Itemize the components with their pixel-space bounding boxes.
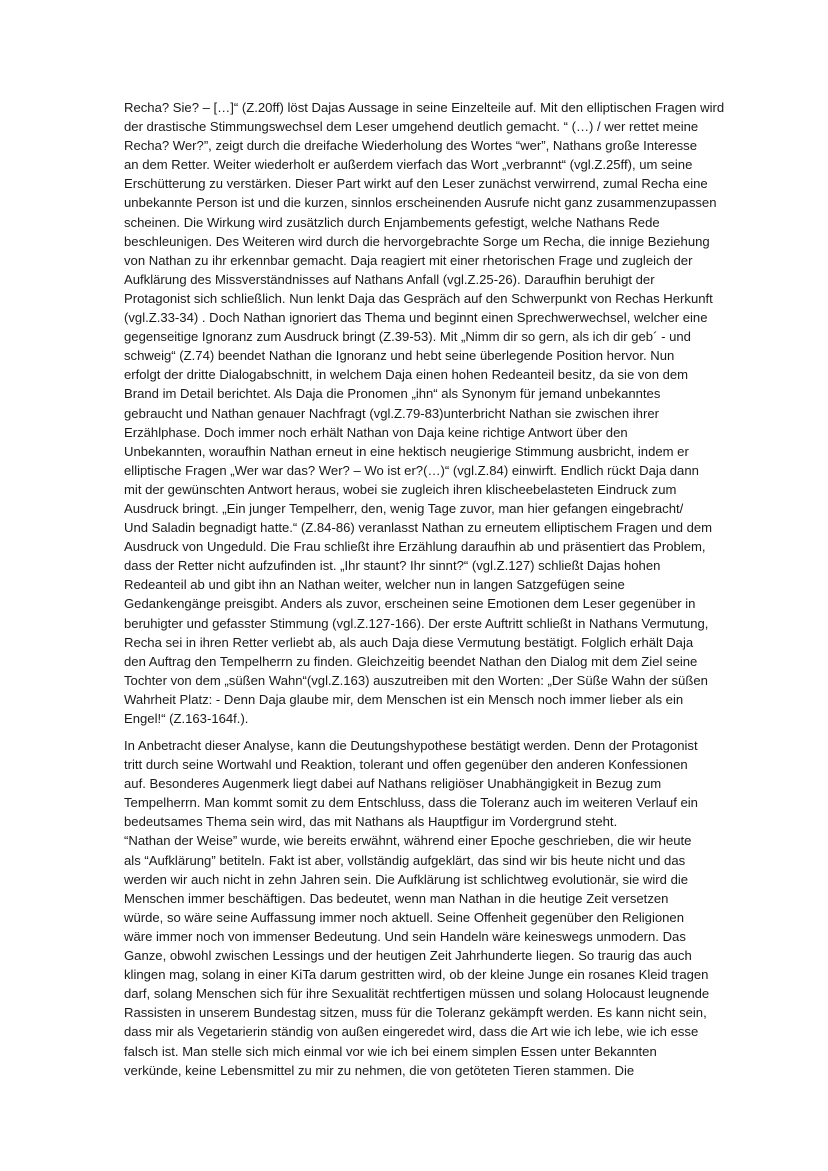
text-line: beschleunigen. Des Weiteren wird durch die hervorgebrachte Sorge um Recha, die innige Beziehung	[124, 233, 710, 249]
text-line: als “Aufklärung” betiteln. Fakt ist aber, vollständig aufgeklärt, das sind wir bis heute nicht und das	[124, 852, 686, 868]
text-line: elliptische Fragen „Wer war das? Wer? – Wo ist er?(…)“ (vgl.Z.84) einwirft. Endlich rückt Daja dann	[124, 462, 699, 478]
text-line: Recha? Sie? – […]“ (Z.20ff) löst Dajas Aussage in seine Einzelteile auf. Mit den elliptischen Fragen wird	[124, 100, 724, 115]
paragraph-interpretation	[124, 736, 724, 1080]
text-line: werden wir auch nicht in zehn Jahren sein. Die Aufklärung ist schlichtweg evolutionär, sie wird die	[124, 871, 689, 887]
text-line: bedeutsames Thema sein wird, das mit Nathans als Hauptfigur im Vordergrund steht.	[124, 814, 618, 830]
text-line: (vgl.Z.33-34) . Doch Nathan ignoriert das Thema und beginnt einen Sprechwerwechsel, welcher eine	[124, 310, 708, 326]
text-line: wäre immer noch von immenser Bedeutung. Und sein Handeln wäre keineswegs unmodern. Das	[124, 928, 686, 944]
text-line: Wahrheit Platz: - Denn Daja glaube mir, dem Menschen ist ein Mensch noch immer lieber als ein	[124, 691, 684, 707]
text-line: an dem Retter. Weiter wiederholt er außerdem vierfach das Wort „verbrannt“ (vgl.Z.25ff), um seine	[124, 157, 693, 173]
paragraph-analysis	[124, 98, 724, 728]
text-line: Und Saladin begnadigt hatte.“ (Z.84-86) veranlasst Nathan zu erneutem elliptischem Fragen und dem	[124, 520, 713, 536]
text-line: Recha? Wer?”, zeigt durch die dreifache Wiederholung des Wortes “wer”, Nathans große Interesse	[124, 138, 698, 154]
text-line: den Auftrag den Tempelherrn zu finden. Gleichzeitig beendet Nathan den Dialog mit dem Ziel seine	[124, 653, 698, 669]
text-line: Rassisten in unserem Bundestag sitzen, muss für die Toleranz gekämpft werden. Es kann nicht sein,	[124, 1005, 707, 1021]
text-line: mit der gewünschten Antwort heraus, wobei sie zugleich ihren klischeebelasteten Eindruck zum	[124, 481, 677, 497]
text-line: Redeanteil ab und gibt ihn an Nathan weiter, welcher nun in langen Satzgefügen seine	[124, 577, 625, 593]
text-line: Erzählphase. Doch immer noch erhält Nathan von Daja keine richtige Antwort über den	[124, 424, 628, 440]
text-line: verkünde, keine Lebensmittel zu mir zu nehmen, die von getöteten Tieren stammen. Die	[124, 1062, 635, 1078]
text-line: Tochter von dem „süßen Wahn“(vgl.Z.163) auszutreiben mit den Worten: „Der Süße Wahn der süßen	[124, 672, 708, 688]
text-line: scheinen. Die Wirkung wird zusätzlich durch Enjambements gefestigt, welche Nathans Rede	[124, 214, 660, 230]
text-line: Protagonist sich schließlich. Nun lenkt Daja das Gespräch auf den Schwerpunkt von Rechas Herkunft	[124, 290, 713, 306]
text-line: Ganze, obwohl zwischen Lessings und der heutigen Zeit Jahrhunderte liegen. So traurig das auch	[124, 948, 692, 964]
text-line: erfolgt der dritte Dialogabschnitt, in welchem Daja einen hohen Redeanteil besitz, da sie von dem	[124, 367, 689, 383]
text-line: Gedankengänge preisgibt. Anders als zuvor, erscheinen seine Emotionen dem Leser gegenüber in	[124, 596, 696, 612]
text-line: Recha sei in ihren Retter verliebt ab, als auch Daja diese Vermutung bestätigt. Folglich erhält Daja	[124, 634, 694, 650]
text-line: auf. Besonderes Augenmerk liegt dabei auf Nathans religiöser Unabhängigkeit in Bezug zum	[124, 776, 662, 792]
text-line: Ausdruck von Ungeduld. Die Frau schließt ihre Erzählung daraufhin ab und präsentiert das Problem,	[124, 539, 706, 555]
text-line: In Anbetracht dieser Analyse, kann die Deutungshypothese bestätigt werden. Denn der Protagonist	[124, 738, 698, 753]
text-line: darf, solang Menschen sich für ihre Sexualität rechtfertigen müssen und solang Holocaust leugnende	[124, 986, 710, 1002]
text-line: gebraucht und Nathan genauer Nachfragt (vgl.Z.79-83)unterbricht Nathan sie zwischen ihrer	[124, 405, 659, 421]
text-line: von Nathan zu ihr erkennbar gemacht. Daja reagiert mit einer rhetorischen Frage und zugleich der	[124, 252, 693, 268]
text-line: Erschütterung zu verstärken. Dieser Part wirkt auf den Leser zunächst verwirrend, zumal Recha eine	[124, 176, 708, 192]
text-line: Aufklärung des Missverständnisses auf Nathans Anfall (vgl.Z.25-26). Daraufhin beruhigt der	[124, 271, 655, 287]
text-line: Unbekannten, woraufhin Nathan erneut in eine hektisch neugierige Stimmung ausbricht, indem er	[124, 443, 689, 459]
text-line: tritt durch seine Wortwahl und Reaktion, tolerant und offen gegenüber den anderen Konfessionen	[124, 757, 688, 773]
text-line: dass der Retter nicht aufzufinden ist. „Ihr staunt? Ihr sinnt?“ (vgl.Z.127) schließt Dajas hohen	[124, 558, 661, 574]
text-line: schweig“ (Z.74) beendet Nathan die Ignoranz und hebt seine überlegende Position hervor. Nun	[124, 348, 675, 364]
text-line: beruhigter und gefasster Stimmung (vgl.Z.127-166). Der erste Auftritt schließt in Nathans Vermutung,	[124, 615, 709, 631]
text-line: Brand im Detail berichtet. Als Daja die Pronomen „ihn“ als Synonym für jemand unbekanntes	[124, 386, 661, 402]
text-line: Engel!“ (Z.163-164f.).	[124, 711, 249, 726]
text-line: falsch ist. Man stelle sich mich einmal vor wie ich bei einem simplen Essen unter Bekannten	[124, 1043, 657, 1059]
text-line: gegenseitige Ignoranz zum Ausdruck bringt (Z.39-53). Mit „Nimm dir so gern, als ich dir geb´ - und	[124, 329, 691, 345]
text-line: Tempelherrn. Man kommt somit zu dem Entschluss, dass die Toleranz auch im weiteren Verlauf ein	[124, 795, 698, 811]
text-line: unbekannte Person ist und die kurzen, sinnlos erscheinenden Ausrufe nicht ganz zusammenzupassen	[124, 195, 717, 211]
text-line: “Nathan der Weise” wurde, wie bereits erwähnt, während einer Epoche geschrieben, die wir heute	[124, 833, 692, 849]
text-line: klingen mag, solang in einer KiTa darum gestritten wird, ob der kleine Junge ein rosanes Kleid tragen	[124, 967, 709, 983]
text-line: Ausdruck bringt. „Ein junger Tempelherr, den, wenig Tage zuvor, man hier gefangen eingebracht/	[124, 500, 684, 516]
text-line: Menschen immer beschäftigen. Das bedeutet, wenn man Nathan in die heutige Zeit versetzen	[124, 890, 669, 906]
text-line: dass mir als Vegetarierin ständig von außen eingeredet wird, dass die Art wie ich lebe, wie ich esse	[124, 1024, 699, 1040]
text-line: würde, so wäre seine Auffassung immer noch aktuell. Seine Offenheit gegenüber den Religionen	[124, 909, 684, 925]
text-line: der drastische Stimmungswechsel dem Leser umgehend deutlich gemacht. “ (…) / wer rettet meine	[124, 119, 699, 135]
